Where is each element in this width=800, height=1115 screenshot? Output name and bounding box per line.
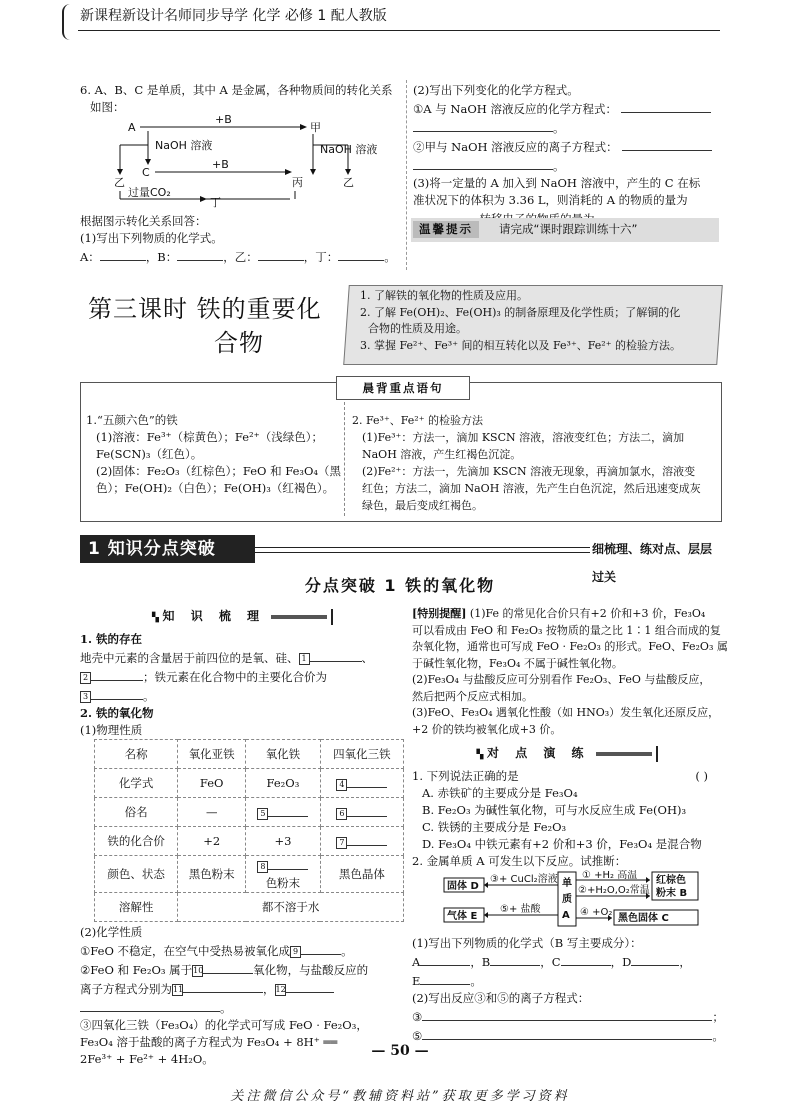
hint-text: 请完成“课时跟踪训练十六” bbox=[499, 222, 638, 236]
num-1: 1 bbox=[299, 653, 310, 665]
blank-1[interactable] bbox=[310, 648, 362, 662]
cell bbox=[246, 856, 321, 893]
th-fe3o4: 四氧化三铁 bbox=[320, 740, 403, 769]
q6-p1-fill bbox=[80, 247, 405, 266]
table-row bbox=[95, 856, 404, 893]
knowledge-head-vbar bbox=[331, 609, 333, 625]
p-q2p1-fill bbox=[412, 952, 722, 971]
arrowhead-r5 bbox=[484, 912, 488, 918]
tips-line-6: 然后把两个反应式相加。 bbox=[412, 689, 533, 703]
blank-p2a[interactable] bbox=[621, 99, 711, 113]
blank-12[interactable] bbox=[286, 979, 334, 993]
blank-yi[interactable] bbox=[258, 247, 304, 261]
lesson-title-line2: 合物 bbox=[214, 329, 264, 357]
num-2: 2 bbox=[80, 672, 91, 684]
q6-p2b-period: 。 bbox=[553, 159, 565, 173]
cell bbox=[320, 769, 403, 798]
diag-arrowhead-3 bbox=[117, 169, 123, 175]
cell: — bbox=[178, 798, 246, 827]
q6-right bbox=[413, 82, 723, 228]
q6-p2b-cont bbox=[413, 156, 723, 175]
q2-label-A: A bbox=[412, 955, 421, 969]
cell: 溶解性 bbox=[95, 893, 178, 922]
q2-blank-D[interactable] bbox=[631, 952, 679, 966]
practice-head-vbar bbox=[656, 746, 658, 762]
cell: +3 bbox=[246, 827, 321, 856]
num-7: 7 bbox=[336, 837, 347, 849]
k-t1a-text: 地壳中元素的含量居于前四位的是氧、硅、 bbox=[80, 651, 299, 665]
k-t1c bbox=[80, 686, 405, 705]
k-chem: (2)化学性质 bbox=[80, 925, 143, 939]
q2-blank-B[interactable] bbox=[490, 952, 540, 966]
p-q1-text: 1. 下列说法正确的是 bbox=[412, 769, 519, 783]
practice-q2-answers bbox=[412, 935, 722, 1045]
lesson-title-line1: 第三课时 铁的重要化 bbox=[88, 295, 322, 323]
blank-11[interactable] bbox=[183, 979, 263, 993]
diag-bing: 丙 bbox=[292, 176, 303, 189]
cell: 黑色粉末 bbox=[178, 856, 246, 893]
fill-label-ding: ，丁： bbox=[303, 250, 339, 264]
diag-arrowhead-1 bbox=[300, 124, 307, 130]
cell: 俗名 bbox=[95, 798, 178, 827]
flow-center-1: 单 bbox=[562, 878, 572, 889]
table-row bbox=[95, 769, 404, 798]
diag-naoh2: NaOH 溶液 bbox=[320, 143, 378, 156]
k-t1a: 地壳中元素的含量居于前四位的是氧、硅、 1 、 bbox=[80, 648, 405, 667]
table-row bbox=[95, 798, 404, 827]
q2-blank-E[interactable] bbox=[420, 971, 470, 985]
flow-redbrown-2: 粉末 B bbox=[656, 888, 688, 899]
section-rule bbox=[255, 547, 590, 553]
k-c2a-text: ②FeO 和 Fe₂O₃ 属于 bbox=[80, 963, 193, 977]
goal-3: 3. 掌握 Fe²⁺、Fe³⁺ 间的相互转化以及 Fe³⁺、Fe²⁺ 的检验方法。 bbox=[360, 338, 682, 352]
th-name: 名称 bbox=[95, 740, 178, 769]
q2-label-C: ，C bbox=[540, 955, 561, 969]
flow-center-3: A bbox=[562, 910, 570, 921]
table-row bbox=[95, 893, 404, 922]
tips-line-1 bbox=[412, 606, 722, 623]
q2-semi: ； bbox=[712, 1010, 724, 1024]
arrowhead-r3 bbox=[484, 882, 488, 888]
q2-label-3: ③ bbox=[412, 1010, 423, 1024]
q6-p2b bbox=[413, 137, 723, 156]
diag-yi1: 乙 bbox=[114, 176, 125, 189]
flow-gasE: 气体 E bbox=[447, 911, 478, 922]
tips-line-4: 于碱性氧化物，Fe₃O₄ 不属于碱性氧化物。 bbox=[412, 656, 623, 670]
morning-left bbox=[86, 412, 341, 497]
q2-dot: 。 bbox=[712, 1029, 724, 1043]
blank-p2b-2[interactable] bbox=[413, 156, 553, 170]
diag-jia: 甲 bbox=[310, 121, 321, 134]
flow-center-2: 质 bbox=[562, 894, 572, 905]
morning-left-5: 色）；Fe(OH)₂（白色）；Fe(OH)₃（红褐色）。 bbox=[96, 481, 335, 495]
k-c2 bbox=[80, 960, 405, 979]
knowledge-head-bar bbox=[271, 615, 327, 619]
flow-diagram bbox=[440, 870, 702, 930]
goals-list bbox=[360, 288, 720, 354]
q6-stem2: 如图： bbox=[90, 100, 125, 114]
tips-column bbox=[412, 606, 728, 738]
page-number: — 50 — bbox=[371, 1043, 429, 1059]
q2-label-E: E bbox=[412, 974, 421, 988]
morning-divider bbox=[344, 402, 345, 516]
p-q2-e bbox=[412, 971, 722, 990]
q6-p1: (1)写出下列物质的化学式。 bbox=[80, 231, 223, 245]
section-title-box bbox=[80, 535, 255, 563]
k-h1: 1. 铁的存在 bbox=[80, 632, 143, 646]
footer-note: 关注微信公众号“教辅资料站”获取更多学习资料 bbox=[230, 1089, 570, 1104]
tips-line-5: (2)Fe₃O₄ 与盐酸反应可分别看作 Fe₂O₃、FeO 与盐酸反应， bbox=[412, 673, 711, 686]
cell: 黑色晶体 bbox=[320, 856, 403, 893]
header-rule bbox=[78, 30, 720, 31]
q6-left bbox=[80, 82, 405, 116]
k-c3b: Fe₃O₄ 溶于盐酸的离子方程式为 Fe₃O₄ + 8H⁺ ══ bbox=[80, 1035, 338, 1049]
k-t2: (1)物理性质 bbox=[80, 723, 143, 737]
q6-p2: (2)写出下列变化的化学方程式。 bbox=[413, 83, 579, 97]
cell: 颜色、状态 bbox=[95, 856, 178, 893]
knowledge-head-icon: ▚ bbox=[151, 613, 159, 623]
num-5: 5 bbox=[257, 808, 268, 820]
diag-C: C bbox=[142, 166, 150, 179]
cell bbox=[246, 798, 321, 827]
q2-label-D: ，D bbox=[610, 955, 632, 969]
morning-right-1: 2. Fe³⁺、Fe²⁺ 的检验方法 bbox=[352, 414, 484, 427]
q2-blank-5[interactable] bbox=[422, 1026, 712, 1040]
diag-arrowhead-6 bbox=[310, 169, 316, 175]
p-q1-opt-c[interactable]: C. 铁锈的主要成分是 Fe₂O₃ bbox=[422, 820, 567, 834]
k-c2d-period: 。 bbox=[220, 1001, 232, 1015]
cell: 化学式 bbox=[95, 769, 178, 798]
diag-arrowhead-2 bbox=[145, 159, 151, 165]
fill-label-B: ，B： bbox=[145, 250, 178, 264]
blank-B[interactable] bbox=[177, 247, 223, 261]
diag-A: A bbox=[128, 121, 136, 134]
page-header: 新课程新设计名师同步导学 化学 必修 1 配人教版 bbox=[80, 8, 387, 24]
q2-label-5: ⑤ bbox=[412, 1029, 423, 1043]
blank-ding[interactable] bbox=[338, 247, 384, 261]
blank-8[interactable] bbox=[268, 856, 308, 870]
morning-left-1: 1.“五颜六色”的铁 bbox=[86, 413, 178, 427]
cell: Fe₂O₃ bbox=[246, 769, 321, 798]
th-feo: 氧化亚铁 bbox=[178, 740, 246, 769]
cell: FeO bbox=[178, 769, 246, 798]
cell: 都不溶于水 bbox=[178, 893, 404, 922]
morning-right bbox=[352, 412, 718, 514]
diag-ding: 丁 bbox=[210, 196, 221, 209]
q6-p2a-text: ①A 与 NaOH 溶液反应的化学方程式： bbox=[413, 102, 617, 116]
num-6: 6 bbox=[336, 808, 347, 820]
morning-left-4: (2)固体：Fe₂O₃（红棕色）；FeO 和 Fe₃O₄（黑 bbox=[96, 464, 342, 478]
flow-r5: ⑤+ 盐酸 bbox=[500, 904, 541, 915]
q6-stem1: 6. A、B、C 是单质，其中 A 是金属，各种物质间的转化关系 bbox=[80, 83, 393, 97]
diag-plusB1: +B bbox=[215, 115, 232, 126]
p-q1 bbox=[412, 768, 722, 785]
k-c2d bbox=[80, 998, 405, 1017]
subtitle: 分点突破 1 铁的氧化物 bbox=[304, 576, 496, 595]
blank-4[interactable] bbox=[347, 774, 387, 788]
q2-blank-A[interactable] bbox=[420, 952, 470, 966]
diag-naoh1: NaOH 溶液 bbox=[155, 139, 213, 152]
cell-powder: 色粉末 bbox=[265, 876, 301, 890]
tips-line-7: (3)FeO、Fe₃O₄ 遇氧化性酸（如 HNO₃）发生氧化还原反应， bbox=[412, 706, 720, 719]
p-q2p2: (2)写出反应③和⑤的离子方程式： bbox=[412, 991, 590, 1005]
knowledge-column bbox=[80, 608, 405, 1068]
tips-line-3: 杂氧化物，通常也可写成 FeO · Fe₂O₃ 的形式。FeO、Fe₂O₃ 属 bbox=[412, 640, 728, 653]
q2-blank-C[interactable] bbox=[561, 952, 611, 966]
p-q2: 2. 金属单质 A 可发生以下反应。试推断： bbox=[412, 854, 627, 868]
k-c3c: 2Fe³⁺ + Fe²⁺ + 4H₂O。 bbox=[80, 1052, 214, 1066]
blank-5[interactable] bbox=[268, 803, 308, 817]
knowledge-head-row bbox=[80, 608, 405, 627]
k-t1b bbox=[80, 667, 405, 686]
th-fe2o3: 氧化铁 bbox=[246, 740, 321, 769]
practice-head-row bbox=[412, 745, 722, 764]
morning-right-5: 红色；方法二，滴加 NaOH 溶液，先产生白色沉淀，然后迅速变成灰 bbox=[362, 482, 701, 495]
k-c1 bbox=[80, 941, 405, 960]
goal-1: 1. 了解铁的氧化物的性质及应用。 bbox=[360, 289, 528, 302]
cell bbox=[320, 827, 403, 856]
blank-2[interactable] bbox=[91, 667, 143, 681]
num-12: 12 bbox=[275, 985, 286, 994]
k-t1b-text: ；铁元素在化合物中的主要化合价为 bbox=[143, 670, 327, 684]
column-separator bbox=[406, 80, 407, 270]
cell: +2 bbox=[178, 827, 246, 856]
blank-p2a-2[interactable] bbox=[413, 118, 553, 132]
practice-head: 对 点 演 练 bbox=[487, 746, 590, 760]
tips-text-1: (1)Fe 的常见化合价只有+2 价和+3 价，Fe₃O₄ bbox=[469, 607, 706, 620]
diag-arrowhead-4 bbox=[285, 169, 292, 175]
fill-label-A: A： bbox=[80, 250, 100, 264]
q2-comma: ， bbox=[679, 955, 691, 969]
blank-9[interactable] bbox=[301, 941, 341, 955]
diag-co2: 过量CO₂ bbox=[128, 186, 171, 199]
flow-r3: ③+ CuCl₂溶液 bbox=[490, 874, 558, 885]
q6-p3b: 准状况下的体积为 3.36 L，则消耗的 A 的物质的量为 bbox=[413, 193, 688, 207]
morning-left-2: (1)溶液：Fe³⁺（棕黄色）；Fe²⁺（浅绿色）； bbox=[96, 430, 323, 444]
k-c1-text: ①FeO 不稳定，在空气中受热易被氧化成 bbox=[80, 944, 291, 958]
table-row bbox=[95, 740, 404, 769]
q6-diagram bbox=[100, 115, 390, 210]
num-10: 10 bbox=[193, 966, 204, 975]
q6-p2b-text: ②甲与 NaOH 溶液反应的离子方程式： bbox=[413, 140, 618, 154]
lesson-title bbox=[88, 292, 322, 360]
flow-r2: ②+H₂O,O₂常温 bbox=[578, 885, 650, 896]
cell: 铁的化合价 bbox=[95, 827, 178, 856]
diag-arrowhead-7 bbox=[200, 196, 207, 202]
k-c2b-text: 氧化物，与盐酸反应的 bbox=[253, 963, 369, 977]
p-q1-opt-a[interactable]: A. 赤铁矿的主要成分是 Fe₃O₄ bbox=[422, 786, 578, 800]
arrowhead-r1 bbox=[646, 877, 650, 883]
num-3: 3 bbox=[80, 691, 91, 703]
cell bbox=[320, 798, 403, 827]
table-row bbox=[95, 827, 404, 856]
morning-right-6: 绿色，最后变成红褐色。 bbox=[362, 499, 483, 512]
morning-right-3: NaOH 溶液，产生红褐色沉淀。 bbox=[362, 448, 522, 461]
q6-p3a: (3)将一定量的 A 加入到 NaOH 溶液中，产生的 C 在标 bbox=[413, 176, 701, 190]
flow-redbrown-1: 红棕色 bbox=[656, 875, 686, 886]
iron-oxide-table bbox=[94, 739, 404, 922]
q6-p2a bbox=[413, 99, 723, 118]
p-q1-opt-d[interactable]: D. Fe₃O₄ 中铁元素有+2 价和+3 价，Fe₃O₄ 是混合物 bbox=[422, 837, 702, 851]
k-h2: 2. 铁的氧化物 bbox=[80, 706, 154, 720]
fill-end: 。 bbox=[384, 250, 396, 264]
p-q2p1: (1)写出下列物质的化学式（B 写主要成分）： bbox=[412, 936, 642, 950]
flow-r1: ① +H₂ 高温 bbox=[582, 870, 638, 881]
q2-e-period: 。 bbox=[470, 974, 482, 988]
blank-p2b[interactable] bbox=[622, 137, 712, 151]
k-c2c-text: 离子方程式分别为 bbox=[80, 982, 172, 996]
hint-tag: 温馨提示 bbox=[413, 221, 479, 238]
section-title: 知识分点突破 bbox=[107, 539, 216, 559]
blank-6[interactable] bbox=[347, 803, 387, 817]
tips-line-2: 可以看成由 FeO 和 Fe₂O₃ 按物质的量之比 1∶1 组合而成的复 bbox=[412, 623, 721, 637]
header-bracket bbox=[62, 4, 74, 40]
num-4: 4 bbox=[336, 779, 347, 791]
p-q2-c3 bbox=[412, 1007, 722, 1026]
blank-A[interactable] bbox=[100, 247, 146, 261]
num-9: 9 bbox=[290, 946, 301, 958]
practice-head-bar bbox=[596, 752, 652, 756]
k-c1-period: 。 bbox=[341, 944, 353, 958]
morning-right-2: (1)Fe³⁺：方法一，滴加 KSCN 溶液，溶液变红色；方法二，滴加 bbox=[362, 431, 685, 444]
diag-arrowhead-5 bbox=[345, 169, 351, 175]
num-11: 11 bbox=[173, 985, 184, 994]
section-bar bbox=[80, 535, 720, 584]
q6-p2a-period: 。 bbox=[553, 121, 565, 135]
q6-answers-left bbox=[80, 213, 405, 266]
blank-3[interactable] bbox=[91, 686, 143, 700]
fill-label-yi: ，乙： bbox=[223, 250, 258, 264]
practice-head-icon: ▚ bbox=[476, 750, 484, 760]
blank-7[interactable] bbox=[347, 832, 387, 846]
hint-bar bbox=[411, 218, 719, 242]
flow-solidD: 固体 D bbox=[447, 881, 479, 892]
flow-r4: ④ +O₂ bbox=[580, 907, 613, 918]
p-q1-opt-b[interactable]: B. Fe₂O₃ 为碱性氧化物，可与水反应生成 Fe(OH)₃ bbox=[422, 803, 687, 817]
tips-line-8: +2 价的铁均被氧化成+3 价。 bbox=[412, 722, 562, 736]
goal-2: 2. 了解 Fe(OH)₂、Fe(OH)₃ 的制备原理及化学性质；了解铜的化 bbox=[360, 305, 681, 319]
goal-2-cont: 合物的性质及用途。 bbox=[368, 322, 467, 335]
section-num: 1 bbox=[88, 539, 101, 559]
knowledge-head: 知 识 梳 理 bbox=[162, 609, 266, 623]
diag-plusB2: +B bbox=[212, 158, 229, 171]
tips-tag: [特别提醒] bbox=[412, 607, 467, 620]
k-c3a: ③四氧化三铁（Fe₃O₄）的化学式可写成 FeO · Fe₂O₃， bbox=[80, 1018, 368, 1032]
section-right: 细梳理、练对点、层层过关 bbox=[592, 542, 713, 584]
q2-label-B: ，B bbox=[470, 955, 491, 969]
morning-left-3: Fe(SCN)₃（红色）。 bbox=[96, 447, 203, 461]
p-q1-answer[interactable]: ( ) bbox=[695, 769, 708, 783]
blank-12-cont[interactable] bbox=[80, 998, 220, 1012]
blank-10[interactable] bbox=[203, 960, 253, 974]
q2-blank-3[interactable] bbox=[422, 1007, 712, 1021]
morning-title: 晨背重点语句 bbox=[336, 376, 470, 400]
practice-column bbox=[412, 745, 722, 870]
q6-p2a-cont bbox=[413, 118, 723, 137]
q6-answer-intro: 根据图示转化关系回答： bbox=[80, 214, 207, 228]
diag-yi2: 乙 bbox=[343, 176, 354, 189]
num-8: 8 bbox=[257, 861, 268, 873]
flow-black: 黑色固体 C bbox=[618, 913, 669, 924]
k-c2c: 离子方程式分别为11 ，12 bbox=[80, 979, 405, 998]
morning-right-4: (2)Fe²⁺：方法一，先滴加 KSCN 溶液无现象，再滴加氯水，溶液变 bbox=[362, 465, 696, 478]
k-t1c-period: 。 bbox=[143, 689, 155, 703]
